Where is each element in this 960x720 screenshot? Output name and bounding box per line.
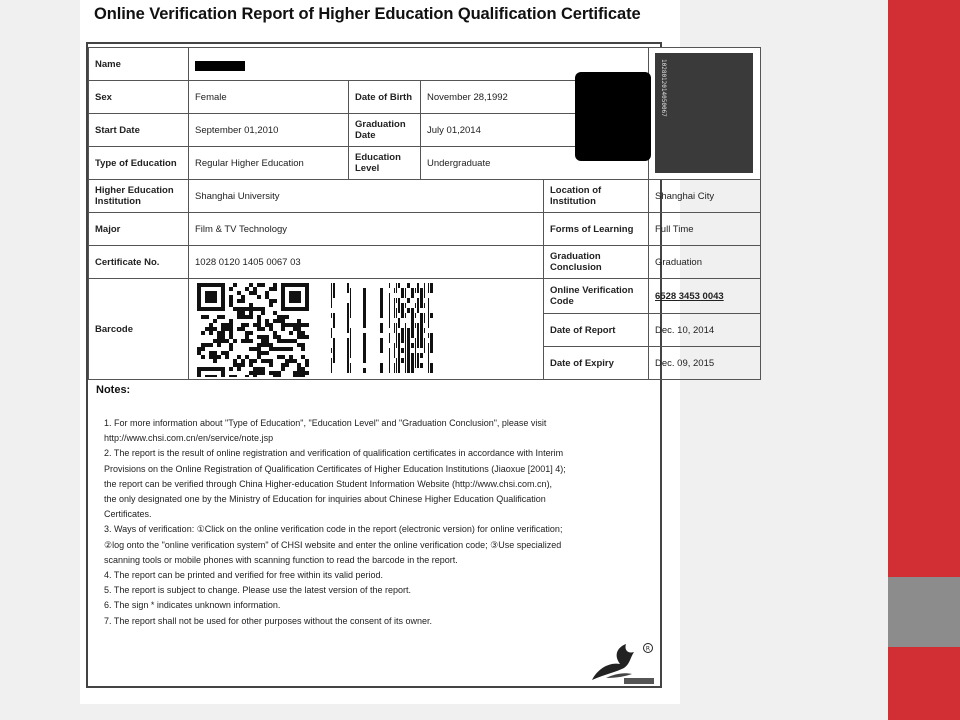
location-label: Location of Institution (544, 180, 649, 213)
education-type-value: Regular Higher Education (189, 147, 349, 180)
barcode-label: Barcode (89, 279, 189, 380)
name-redaction (195, 61, 245, 71)
expiry-date-label: Date of Expiry (544, 347, 649, 380)
major-label: Major (89, 213, 189, 246)
start-date-label: Start Date (89, 114, 189, 147)
svg-text:R: R (645, 645, 651, 653)
note-line: 6. The sign * indicates unknown information. (104, 600, 281, 611)
graduation-date-value: July 01,2014 (421, 114, 649, 147)
report-date-label: Date of Report (544, 314, 649, 347)
notes-title: Notes: (96, 384, 131, 396)
major-value: Film & TV Technology (189, 213, 544, 246)
verification-code-value[interactable]: 6528 3453 0043 (649, 279, 761, 314)
education-level-value: Undergraduate (421, 147, 649, 180)
education-type-label: Type of Education (89, 147, 189, 180)
certificate-table (88, 47, 761, 380)
forms-of-learning-label: Forms of Learning (544, 213, 649, 246)
forms-of-learning-value: Full Time (649, 213, 761, 246)
note-line: 5. The report is subject to change. Please use the latest version of the report. (104, 585, 412, 596)
note-line: Provisions on the Online Registration of Qualification Certificates of Higher Education Institutions (Jiaoxue [2001] 4); (104, 463, 566, 474)
name-label: Name (89, 48, 189, 81)
pdf417-barcode-icon (331, 283, 433, 373)
note-line: ②log onto the "online verification system" of CHSI website and enter the online verification code; ③Use specialized (104, 539, 562, 550)
note-line: 7. The report shall not be used for other purposes without the consent of its owner. (104, 615, 433, 626)
dob-value: November 28,1992 (421, 81, 649, 114)
note-line: Certificates. (104, 509, 152, 520)
photo-redaction (575, 72, 651, 161)
note-line: 4. The report can be printed and verified for free within its valid period. (104, 570, 383, 581)
graduation-conclusion-value: Graduation (649, 246, 761, 279)
qr-code-icon (197, 283, 309, 377)
expiry-date-value: Dec. 09, 2015 (649, 347, 761, 380)
note-line: 1. For more information about "Type of Education", "Education Level" and "Graduation Conclusion", please visit (104, 418, 547, 428)
note-line: the only designated one by the Ministry of Education for inquiries about Chinese Higher Education Qualification (104, 494, 546, 505)
location-value: Shanghai City (649, 180, 761, 213)
graduation-date-label: Graduation Date (349, 114, 421, 147)
note-line: 2. The report is the result of online registration and verification of qualification certificates in accordance with Interim (104, 448, 564, 459)
report-date-value: Dec. 10, 2014 (649, 314, 761, 347)
photo-cell (649, 48, 761, 180)
dob-label: Date of Birth (349, 81, 421, 114)
certificate-no-label: Certificate No. (89, 246, 189, 279)
sex-label: Sex (89, 81, 189, 114)
side-accent-red-top (888, 0, 960, 577)
barcode-image (193, 281, 441, 377)
note-line: http://www.chsi.com.cn/en/service/note.jsp (104, 433, 274, 444)
photo-serial: 1028012014050067 (660, 59, 667, 117)
certificate-no-value: 1028 0120 1405 0067 03 (189, 246, 544, 279)
start-date-value: September 01,2010 (189, 114, 349, 147)
barcode-cell (189, 279, 544, 380)
note-line: the report can be verified through China Higher-education Student Information Website (http://www.chsi.com.cn), (104, 478, 553, 489)
institution-label: Higher Education Institution (89, 180, 189, 213)
education-level-label: Education Level (349, 147, 421, 180)
side-accent-gray (888, 577, 960, 647)
photo-placeholder (655, 53, 753, 173)
chsi-logo-icon (586, 640, 658, 686)
note-line: 3. Ways of verification: ①Click on the online verification code in the report (electronic version) for online verification; (104, 524, 563, 535)
graduation-conclusion-label: Graduation Conclusion (544, 246, 649, 279)
notes-list (104, 416, 654, 629)
sex-value: Female (189, 81, 349, 114)
document-title: Online Verification Report of Higher Education Qualification Certificate (94, 5, 641, 23)
institution-value: Shanghai University (189, 180, 544, 213)
verification-code-label: Online Verification Code (544, 279, 649, 314)
note-line: scanning tools or mobile phones with scanning function to read the barcode in the report. (104, 554, 458, 565)
side-accent-red-bottom (888, 647, 960, 720)
